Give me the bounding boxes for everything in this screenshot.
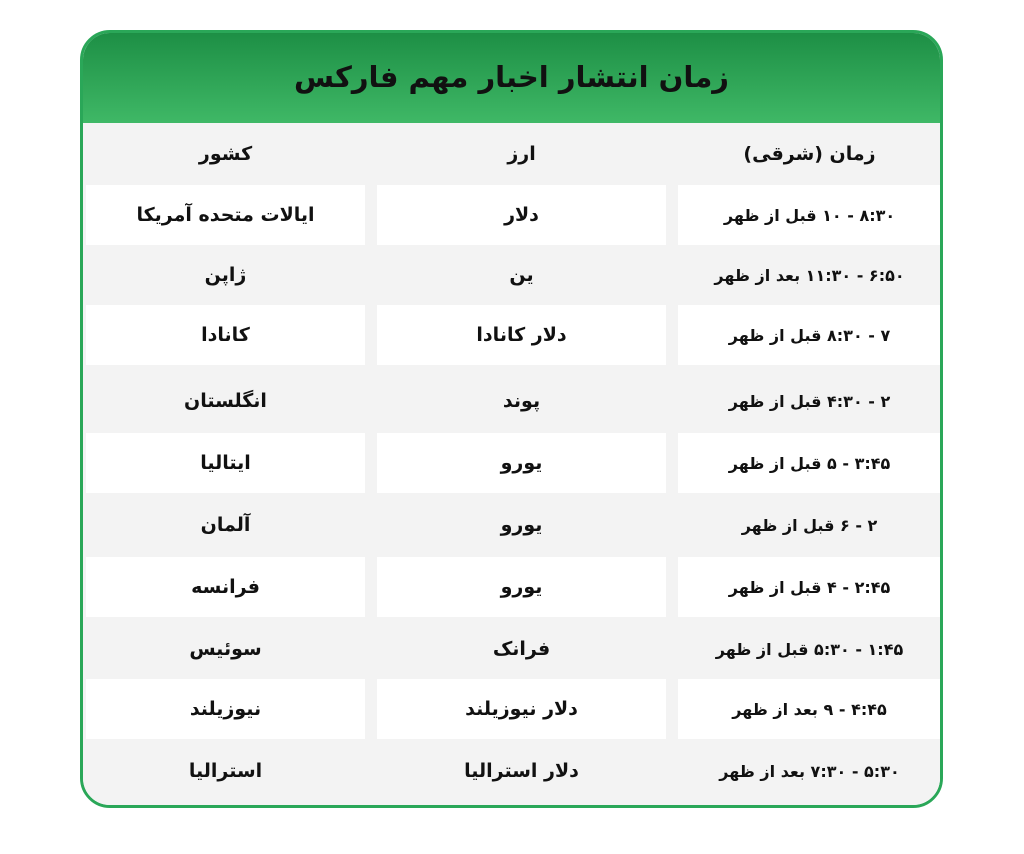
- column-header-time: زمان (شرقی): [678, 123, 941, 185]
- currency-cell: دلار استرالیا: [377, 741, 666, 801]
- table-row: [83, 741, 940, 801]
- time-cell: ۱:۴۵ - ۵:۳۰ قبل از ظهر: [678, 619, 941, 679]
- time-cell: ۲:۴۵ - ۴ قبل از ظهر: [678, 557, 941, 617]
- column-header-row: [83, 123, 940, 185]
- table-row: [83, 185, 940, 245]
- currency-cell: ین: [377, 245, 666, 305]
- currency-cell: دلار کانادا: [377, 305, 666, 365]
- time-cell: ۶:۵۰ - ۱۱:۳۰ بعد از ظهر: [678, 245, 941, 305]
- country-cell: ژاپن: [86, 245, 365, 305]
- country-cell: آلمان: [86, 495, 365, 555]
- column-header-country: کشور: [86, 123, 365, 185]
- table-row: [83, 305, 940, 365]
- currency-cell: یورو: [377, 557, 666, 617]
- country-cell: کانادا: [86, 305, 365, 365]
- table-row: [83, 619, 940, 679]
- table-header-banner: [83, 33, 940, 123]
- forex-news-table-card: [80, 30, 943, 808]
- time-cell: ۲ - ۶ قبل از ظهر: [678, 495, 941, 555]
- table-title: زمان انتشار اخبار مهم فارکس: [294, 60, 729, 94]
- country-cell: ایتالیا: [86, 433, 365, 493]
- country-cell: نیوزیلند: [86, 679, 365, 739]
- currency-cell: یورو: [377, 495, 666, 555]
- currency-cell: پوند: [377, 371, 666, 431]
- country-cell: استرالیا: [86, 741, 365, 801]
- time-cell: ۴:۴۵ - ۹ بعد از ظهر: [678, 679, 941, 739]
- time-cell: ۲ - ۴:۳۰ قبل از ظهر: [678, 371, 941, 431]
- table-row: [83, 557, 940, 617]
- currency-cell: فرانک: [377, 619, 666, 679]
- time-cell: ۷ - ۸:۳۰ قبل از ظهر: [678, 305, 941, 365]
- currency-cell: یورو: [377, 433, 666, 493]
- currency-cell: دلار: [377, 185, 666, 245]
- currency-cell: دلار نیوزیلند: [377, 679, 666, 739]
- country-cell: انگلستان: [86, 371, 365, 431]
- time-cell: ۳:۴۵ - ۵ قبل از ظهر: [678, 433, 941, 493]
- table-row: [83, 245, 940, 305]
- table-row: [83, 495, 940, 555]
- column-header-currency: ارز: [377, 123, 666, 185]
- country-cell: ایالات متحده آمریکا: [86, 185, 365, 245]
- country-cell: فرانسه: [86, 557, 365, 617]
- country-cell: سوئیس: [86, 619, 365, 679]
- forex-news-table: [83, 123, 940, 805]
- table-row: [83, 433, 940, 493]
- time-cell: ۵:۳۰ - ۷:۳۰ بعد از ظهر: [678, 741, 941, 801]
- time-cell: ۸:۳۰ - ۱۰ قبل از ظهر: [678, 185, 941, 245]
- table-row: [83, 679, 940, 739]
- table-row: [83, 371, 940, 431]
